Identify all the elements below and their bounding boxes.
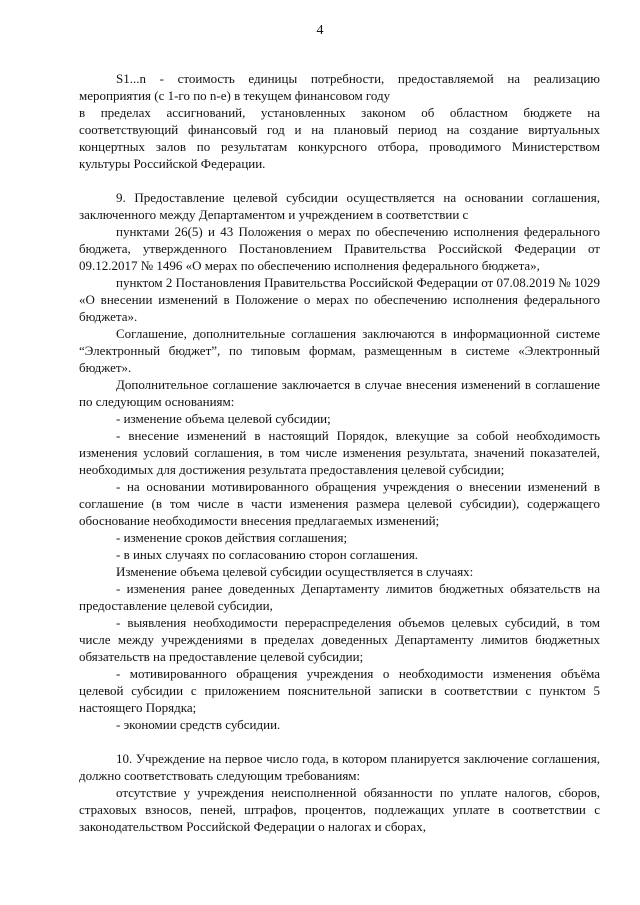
page-number: 4 (316, 23, 324, 38)
list-item: - экономии средств субсидии. (116, 717, 281, 732)
paragraph: пунктом 2 Постановления Правительства Российской Федерации от 07.08.2019 № 1029 «О внесении изменений в Положение о мерах по обеспечению исполнения федерального бюджета». (79, 275, 600, 324)
paragraph: в пределах ассигнований, установленных законом об областном бюджете на соответствующий финансовый год и на плановый период на создание виртуальных концертных залов по результатам конкурсного отбора, проводимого Министерством культуры Российской Федерации. (79, 105, 600, 171)
list-item: - изменение сроков действия соглашения; (116, 530, 348, 545)
list-item: - выявления необходимости перераспределения объемов целевых субсидий, в том числе между учреждениями в пределах доведенных Департаменту лимитов бюджетных обязательств на предоставление целевой субсидии; (79, 615, 600, 664)
list-item: - внесение изменений в настоящий Порядок, влекущие за собой необходимость изменения условий соглашения, в том числе изменения результата, значений показателей, необходимых для достижения результата предоставления целевой субсидии; (79, 428, 600, 477)
paragraph: Изменение объема целевой субсидии осуществляется в случаях: (116, 564, 474, 579)
list-item: - в иных случаях по согласованию сторон соглашения. (116, 547, 419, 562)
paragraph: пунктами 26(5) и 43 Положения о мерах по обеспечению исполнения федерального бюджета, утвержденного Постановлением Правительства Российской Федерации от 09.12.2017 № 1496 «О мерах по обеспечению исполнения федерального бюджета», (79, 224, 600, 273)
section-9-paragraph: 9. Предоставление целевой субсидии осуществляется на основании соглашения, заключенного между Департаментом и учреждением в соответствии с (79, 190, 600, 222)
document-body (79, 70, 600, 835)
paragraph: Соглашение, дополнительные соглашения заключаются в информационной системе “Электронный бюджет”, по типовым формам, размещенным в системе «Электронный бюджет». (79, 326, 600, 375)
list-item: - мотивированного обращения учреждения о необходимости изменения объёма целевой субсидии с приложением пояснительной записки в соответствии с пунктом 5 настоящего Порядка; (79, 666, 600, 715)
list-item: - изменение объема целевой субсидии; (116, 411, 331, 426)
paragraph: отсутствие у учреждения неисполненной обязанности по уплате налогов, сборов, страховых взносов, пеней, штрафов, процентов, подлежащих уплате в соответствии с законодательством Российской Федерации о налогах и сборах, (79, 785, 600, 834)
section-10-paragraph: 10. Учреждение на первое число года, в котором планируется заключение соглашения, должно соответствовать следующим требованиям: (79, 751, 600, 783)
list-item: - на основании мотивированного обращения учреждения о внесении изменений в соглашение (в том числе в части изменения размера целевой субсидии), содержащего обоснование необходимости внесения предлагаемых изменений; (79, 479, 600, 528)
list-item: - изменения ранее доведенных Департаменту лимитов бюджетных обязательств на предоставление целевой субсидии, (79, 581, 600, 613)
paragraph: S1...n - стоимость единицы потребности, предоставляемой на реализацию мероприятия (с 1-го по n-е) в текущем финансовом году (79, 71, 600, 103)
paragraph: Дополнительное соглашение заключается в случае внесения изменений в соглашение по следующим основаниям: (79, 377, 600, 409)
